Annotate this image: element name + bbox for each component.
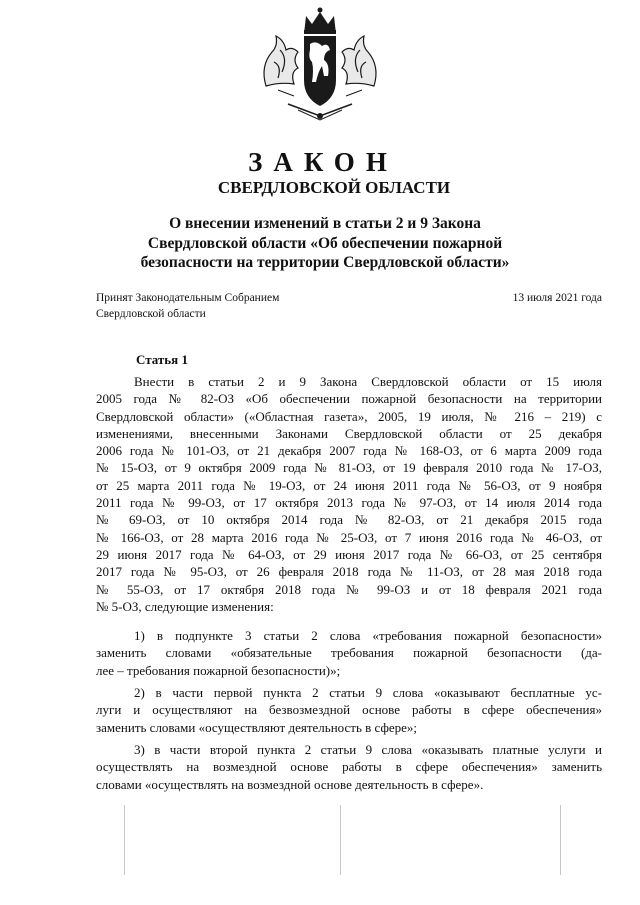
text-line: заменить словами «осуществляют деятельность в сфере»; <box>96 719 418 735</box>
text-line: № 166-ОЗ, от 28 марта 2016 года № 25-ОЗ, от 7 июня 2016 года № 46-ОЗ, от <box>96 529 602 545</box>
adopted-by <box>96 290 279 322</box>
text-line: 2011 года № 99-ОЗ, от 17 октября 2013 года № 97-ОЗ, от 14 июля 2014 года <box>96 495 602 511</box>
text-line: словами «осуществлять на возмездной основе деятельность в сфере». <box>96 776 484 792</box>
text-line: № 5-ОЗ, следующие изменения: <box>96 598 274 614</box>
text-line: осуществлять на возмездной основе работы в сфере обеспечения» заменить <box>96 759 602 775</box>
law-title-line: безопасности на территории Свердловской области» <box>140 254 510 271</box>
amendment-item-2 <box>96 684 602 736</box>
text-line: заменить словами «обязательные требования пожарной безопасности (да- <box>96 645 602 661</box>
text-line: 3) в части второй пункта 2 статьи 9 слова «оказывать платные услуги и <box>134 742 602 757</box>
text-line: № 55-ОЗ, от 17 октября 2018 года № 99-ОЗ и от 18 февраля 2021 года <box>96 581 602 597</box>
law-title <box>120 214 530 273</box>
text-line: от 25 марта 2011 года № 19-ОЗ, от 24 июня 2011 года № 56-ОЗ, от 9 ноября <box>96 477 602 493</box>
text-line: 2006 года № 101-ОЗ, от 21 декабря 2007 года № 168-ОЗ, от 6 марта 2009 года <box>96 443 602 459</box>
article-heading: Статья 1 <box>136 352 188 367</box>
adopted-date: 13 июля 2021 года <box>512 292 602 304</box>
scan-artifact <box>340 805 341 875</box>
adopted-line: Свердловской области <box>96 308 206 320</box>
text-line: 2005 года № 82-ОЗ «Об обеспечении пожарной безопасности на территории <box>96 391 602 407</box>
article-main-paragraph <box>96 373 602 615</box>
text-line: № 69-ОЗ, от 10 октября 2014 года № 82-ОЗ, от 21 декабря 2015 года <box>96 512 602 528</box>
text-line: луги и осуществляют на безвозмездной основе работы в сфере обеспечения» <box>96 702 602 718</box>
text-line: 2) в части первой пункта 2 статьи 9 слова «оказывают бесплатные ус- <box>134 685 602 700</box>
adopted-line: Принят Законодательным Собранием <box>96 292 280 304</box>
amendment-item-3 <box>96 741 602 793</box>
amendment-item-1 <box>96 627 602 679</box>
text-line: лее – требования пожарной безопасности)»; <box>96 662 341 678</box>
scan-artifact <box>560 805 561 875</box>
text-line: изменениями, внесенными Законами Свердловской области от 25 декабря <box>96 425 602 441</box>
law-title-line: О внесении изменений в статьи 2 и 9 Закона <box>169 215 481 232</box>
coat-of-arms-svg <box>258 6 382 126</box>
text-line: 29 июня 2017 года № 64-ОЗ, от 29 июня 2017 года № 66-ОЗ, от 25 сентября <box>96 546 602 562</box>
text-line: № 15-ОЗ, от 9 октября 2009 года № 81-ОЗ, от 19 февраля 2010 года № 17-ОЗ, <box>96 460 602 476</box>
document-title: ЗАКОН <box>248 147 398 177</box>
scan-artifact <box>124 805 125 875</box>
text-line: 2017 года № 95-ОЗ, от 26 февраля 2018 года № 11-ОЗ, от 28 мая 2018 года <box>96 564 602 580</box>
document-subtitle: СВЕРДЛОВСКОЙ ОБЛАСТИ <box>217 178 451 197</box>
text-line: Внести в статьи 2 и 9 Закона Свердловской области от 15 июля <box>134 374 602 389</box>
text-line: 1) в подпункте 3 статьи 2 слова «требования пожарной безопасности» <box>134 628 602 643</box>
text-line: Свердловской области» («Областная газета», 2005, 19 июля, № 216 – 219) с <box>96 408 602 424</box>
coat-of-arms-icon <box>258 6 382 126</box>
law-title-line: Свердловской области «Об обеспечении пожарной <box>147 234 503 252</box>
